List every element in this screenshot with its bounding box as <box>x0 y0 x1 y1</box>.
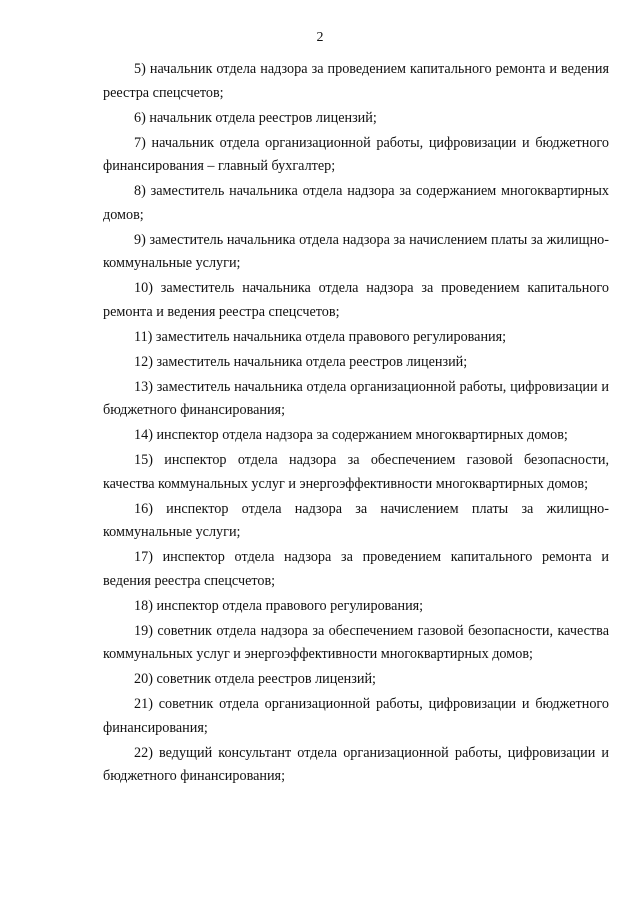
document-body <box>103 58 609 790</box>
list-item: 9) заместитель начальника отдела надзора за начислением платы за жилищно-коммунальные услуги; <box>103 231 609 271</box>
list-item: 7) начальник отдела организационной работы, цифровизации и бюджетного финансирования – главный бухгалтер; <box>103 134 609 174</box>
list-item: 11) заместитель начальника отдела правового регулирования; <box>134 328 507 345</box>
list-item: 8) заместитель начальника отдела надзора за содержанием многоквартирных домов; <box>103 183 609 223</box>
list-item: 12) заместитель начальника отдела реестров лицензий; <box>134 353 468 370</box>
list-item: 18) инспектор отдела правового регулирования; <box>134 597 424 614</box>
list-item: 21) советник отдела организационной работы, цифровизации и бюджетного финансирования; <box>103 696 609 736</box>
page-number: 2 <box>316 30 324 45</box>
list-item: 14) инспектор отдела надзора за содержанием многоквартирных домов; <box>134 427 568 443</box>
list-item: 20) советник отдела реестров лицензий; <box>134 671 376 687</box>
list-item: 5) начальник отдела надзора за проведением капитального ремонта и ведения реестра спецсчетов; <box>103 61 609 101</box>
list-item: 16) инспектор отдела надзора за начислением платы за жилищно-коммунальные услуги; <box>103 500 609 540</box>
list-item: 15) инспектор отдела надзора за обеспечением газовой безопасности, качества коммунальных услуг и энергоэффективности многоквартирных домов; <box>103 452 609 492</box>
list-item: 6) начальник отдела реестров лицензий; <box>134 109 377 126</box>
list-item: 22) ведущий консультант отдела организационной работы, цифровизации и бюджетного финансирования; <box>103 744 609 784</box>
list-item: 17) инспектор отдела надзора за проведением капитального ремонта и ведения реестра спецсчетов; <box>103 549 609 589</box>
list-item: 19) советник отдела надзора за обеспечением газовой безопасности, качества коммунальных услуг и энергоэффективности многоквартирных домов; <box>103 622 609 662</box>
list-item: 10) заместитель начальника отдела надзора за проведением капитального ремонта и ведения реестра спецсчетов; <box>103 280 609 320</box>
list-item: 13) заместитель начальника отдела организационной работы, цифровизации и бюджетного финансирования; <box>103 378 609 418</box>
